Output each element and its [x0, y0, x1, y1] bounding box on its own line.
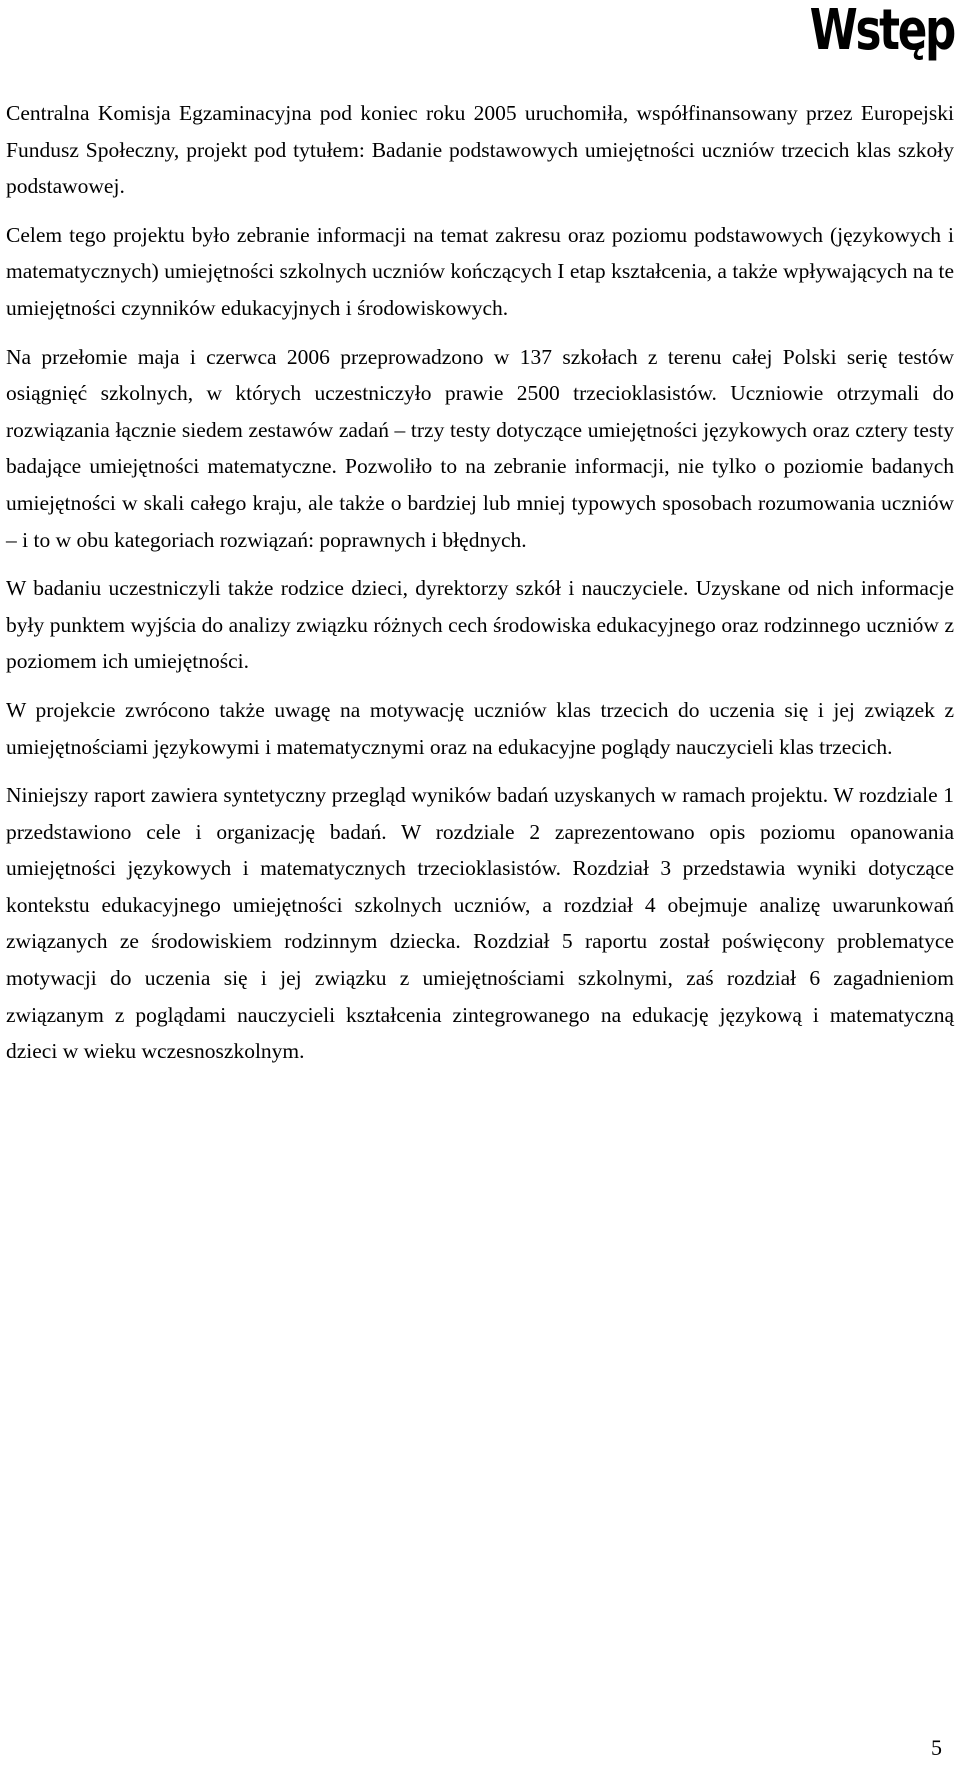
page-title: Wstęp — [809, 0, 954, 63]
paragraph-project-goal: Celem tego projektu było zebranie informacji na temat zakresu oraz poziomu podstawowych (językowych i matematycznych) umiejętności szkolnych uczniów kończących I etap kształcenia, a także wpływających na te umiejętności czynników edukacyjnych i środowiskowych. — [6, 222, 954, 320]
paragraph-motivation: W projekcie zwrócono także uwagę na motywację uczniów klas trzecich do uczenia się i jej związek z umiejętnościami językowymi i matematycznymi oraz na edukacyjne poglądy nauczycieli klas trzecich. — [6, 697, 954, 759]
paragraph-intro: Centralna Komisja Egzaminacyjna pod koniec roku 2005 uruchomiła, współfinansowany przez Europejski Fundusz Społeczny, projekt pod tytułem: Badanie podstawowych umiejętności uczniów trzecich klas szkoły podstawowej. — [6, 101, 954, 199]
page-number: 5 — [931, 1735, 942, 1760]
paragraph-report-structure: Niniejszy raport zawiera syntetyczny przegląd wyników badań uzyskanych w ramach projektu. W rozdziale 1 przedstawiono cele i organizację badań. W rozdziale 2 zaprezentowano opis poziomu opanowania umiejętności językowych i matematycznych trzecioklasistów. Rozdział 3 przedstawia wyniki dotyczące kontekstu edukacyjnego umiejętności szkolnych uczniów, a rozdział 4 obejmuje analizę uwarunkowań związanych ze środowiskiem rodzinnym dziecka. Rozdział 5 raportu został poświęcony problematyce motywacji do uczenia się i jej związku z umiejętnościami szkolnymi, zaś rozdział 6 zagadnieniom związanym z poglądami nauczycieli kształcenia zintegrowanego na edukację językową i matematyczną dzieci w wieku wczesnoszkolnym. — [6, 783, 954, 1064]
paragraph-testing: Na przełomie maja i czerwca 2006 przeprowadzono w 137 szkołach z terenu całej Polski serię testów osiągnięć szkolnych, w których uczestniczyło prawie 2500 trzecioklasistów. Uczniowie otrzymali do rozwiązania łącznie siedem zestawów zadań – trzy testy dotyczące umiejętności językowych oraz cztery testy badające umiejętności matematyczne. Pozwoliło to na zebranie informacji, nie tylko o poziomie badanych umiejętności w skali całego kraju, ale także o bardziej lub mniej typowych sposobach rozumowania uczniów – i to w obu kategoriach rozwiązań: poprawnych i błędnych. — [6, 344, 954, 552]
document-body — [6, 95, 954, 1082]
paragraph-participants: W badaniu uczestniczyli także rodzice dzieci, dyrektorzy szkół i nauczyciele. Uzyskane od nich informacje były punktem wyjścia do analizy związku różnych cech środowiska edukacyjnego oraz rodzinnego uczniów z poziomem ich umiejętności. — [6, 576, 954, 674]
